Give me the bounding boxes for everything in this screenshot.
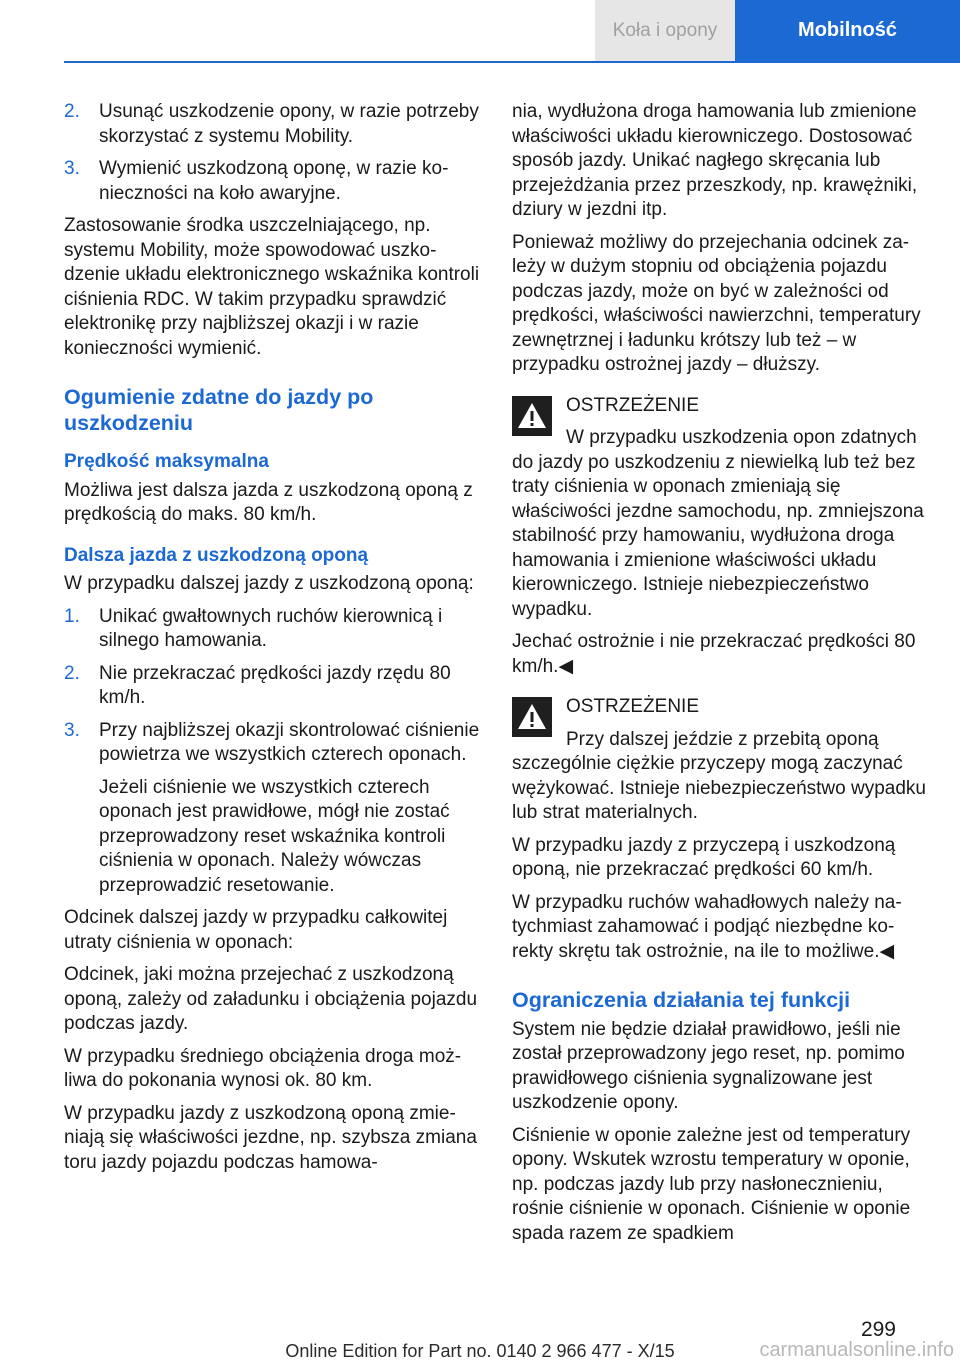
paragraph-handling-cont: nia, wydłużona droga hamowania lub zmienione właściwości układu kierowniczego. Dostosować sposób jazdy. Unikać nagłego skręcania lub przejeżdżania przez przeszkody, np. krawężniki, dziury w jezdni itp.	[512, 101, 918, 220]
list-number: 2.	[64, 101, 80, 122]
warning-text: Przy dalszej jeździe z przebitą oponą szczególnie ciężkie przyczepy mogą zaczynać wężykować. Istnieje niebezpieczeństwo wypadku lub strat materialnych.	[512, 728, 926, 823]
paragraph-distance-intro: Odcinek dalszej jazdy w przypadku całkowitej utraty ciśnienia w oponach:	[64, 907, 448, 953]
list-number: 3.	[64, 158, 80, 179]
warning-triangle-icon	[512, 396, 552, 436]
warning-block	[512, 394, 928, 680]
paragraph-distance-load: Odcinek, jaki można przejechać z uszkodzoną oponą, zależy od załadunku i obciążenia pojazdu podczas jazdy.	[64, 964, 478, 1034]
list-item	[64, 100, 480, 149]
warning-title: OSTRZEŻENIE	[566, 394, 700, 416]
right-column	[512, 100, 928, 1254]
list-item	[64, 157, 480, 206]
section-tab-mobility[interactable]: Mobilność	[735, 0, 960, 61]
warning-instruction: W przypadku ruchów wahadłowych należy natychmiast zahamować i podjąć niezbędne korekty skrętu tak ostrożnie, na ile to możliwe.◀	[512, 891, 902, 962]
watermark: carmanualsonline.info	[759, 1339, 954, 1361]
list-number: 2.	[64, 662, 80, 684]
paragraph-distance-80km: W przypadku średniego obciążenia droga możliwa do pokonania wynosi ok. 80 km.	[64, 1045, 462, 1091]
list-text: Usunąć uszkodzenie opony, w razie potrzeby skorzystać z systemu Mobility.	[99, 101, 479, 147]
warning-text: W przypadku uszkodzenia opon zdatnych do jazdy po uszkodzeniu z niewielką lub też bez traty ciśnienia w oponach zmieniają się właściwości jezdne samochodu, np. zmniejszona stabilność przy hamowaniu, wydłużona droga hamowania i zmienione właściwości układu kierowniczego. Istnieje niebezpieczeństwo wypadku.	[512, 427, 924, 620]
section-heading-runflat: Ogumienie zdatne do jazdy po uszkodzeniu	[64, 385, 374, 435]
left-column	[64, 100, 480, 1183]
list-item	[64, 605, 480, 654]
list-item	[64, 719, 480, 768]
list-item	[64, 662, 480, 711]
subheading-max-speed: Prędkość maksymalna	[64, 451, 269, 472]
edition-footer: Online Edition for Part no. 0140 2 966 477 - X/15	[285, 1341, 675, 1361]
paragraph-temperature: Ciśnienie w oponie zależne jest od temperatury opony. Wskutek wzrostu temperatury w oponie, np. podczas jazdy lub przy nasłonecznieniu, rośnie ciśnienie w oponach. Ciśnienie w oponie spada razem ze spadkiem	[512, 1124, 911, 1244]
list-number: 3.	[64, 719, 80, 741]
paragraph-limitations: System nie będzie działał prawidłowo, jeśli nie został przeprowadzony jego reset, np. pomimo prawidłowego ciśnienia sygnalizowane jest uszkodzenie opony.	[512, 1018, 905, 1113]
warning-instruction: W przypadku jazdy z przyczepą i uszkodzoną oponą, nie przekraczać prędkości 60 km/h.	[512, 834, 896, 880]
header-divider	[64, 61, 960, 63]
warning-title: OSTRZEŻENIE	[566, 696, 700, 717]
section-heading-limitations: Ograniczenia działania tej funkcji	[512, 988, 851, 1012]
page-number: 299	[860, 1318, 896, 1341]
list-number: 1.	[64, 605, 80, 627]
paragraph-max-speed: Możliwa jest dalsza jazda z uszkodzoną oponą z prędkością do maks. 80 km/h.	[64, 479, 473, 525]
subheading-continue-driving: Dalsza jazda z uszkodzoną oponą	[64, 544, 369, 566]
list-text: Przy najbliższej okazji skontrolować ciśnienie powietrza we wszystkich czterech oponach.	[99, 719, 480, 765]
list-item-continuation: Jeżeli ciśnienie we wszystkich czterech oponach jest prawidłowe, mógł nie zostać przeprowadzony reset wskaźnika kontroli ciśnienia w oponach. Należy wówczas przeprowadzić resetowanie.	[99, 776, 450, 896]
section-tab-wheels[interactable]: Koła i opony	[595, 0, 735, 61]
list-text: Wymienić uszkodzoną oponę, w razie konieczności na koło awaryjne.	[99, 158, 449, 204]
paragraph-handling: W przypadku jazdy z uszkodzoną oponą zmieniają się właściwości jezdne, np. szybsza zmiana toru jazdy pojazdu podczas hamowa-	[64, 1102, 477, 1173]
page-header	[0, 0, 960, 62]
warning-block	[512, 695, 928, 964]
warning-instruction: Jechać ostrożnie i nie przekraczać prędkości 80 km/h.◀	[512, 631, 916, 677]
list-text: Nie przekraczać prędkości jazdy rzędu 80 km/h.	[99, 662, 451, 708]
warning-triangle-icon	[512, 697, 552, 737]
paragraph-continue-intro: W przypadku dalszej jazdy z uszkodzoną oponą:	[64, 573, 474, 594]
paragraph-sealant-note: Zastosowanie środka uszczelniającego, np. systemu Mobility, może spowodować uszkodzenie układu elektronicznego wskaźnika kontroli ciśnienia RDC. W takim przypadku sprawdzić elektronikę przy najbliższej okazji i w razie konieczności wymienić.	[64, 215, 480, 359]
paragraph-distance-factors: Ponieważ możliwy do przejechania odcinek zależy w dużym stopniu od obciążenia pojazdu podczas jazdy, może on być w zależności od prędkości, właściwości nawierzchni, temperatury zewnętrznej i ładunku krótszy lub też – w przypadku ostrożnej jazdy – dłuższy.	[512, 231, 921, 375]
list-text: Unikać gwałtownych ruchów kierownicą i silnego hamowania.	[99, 605, 443, 651]
